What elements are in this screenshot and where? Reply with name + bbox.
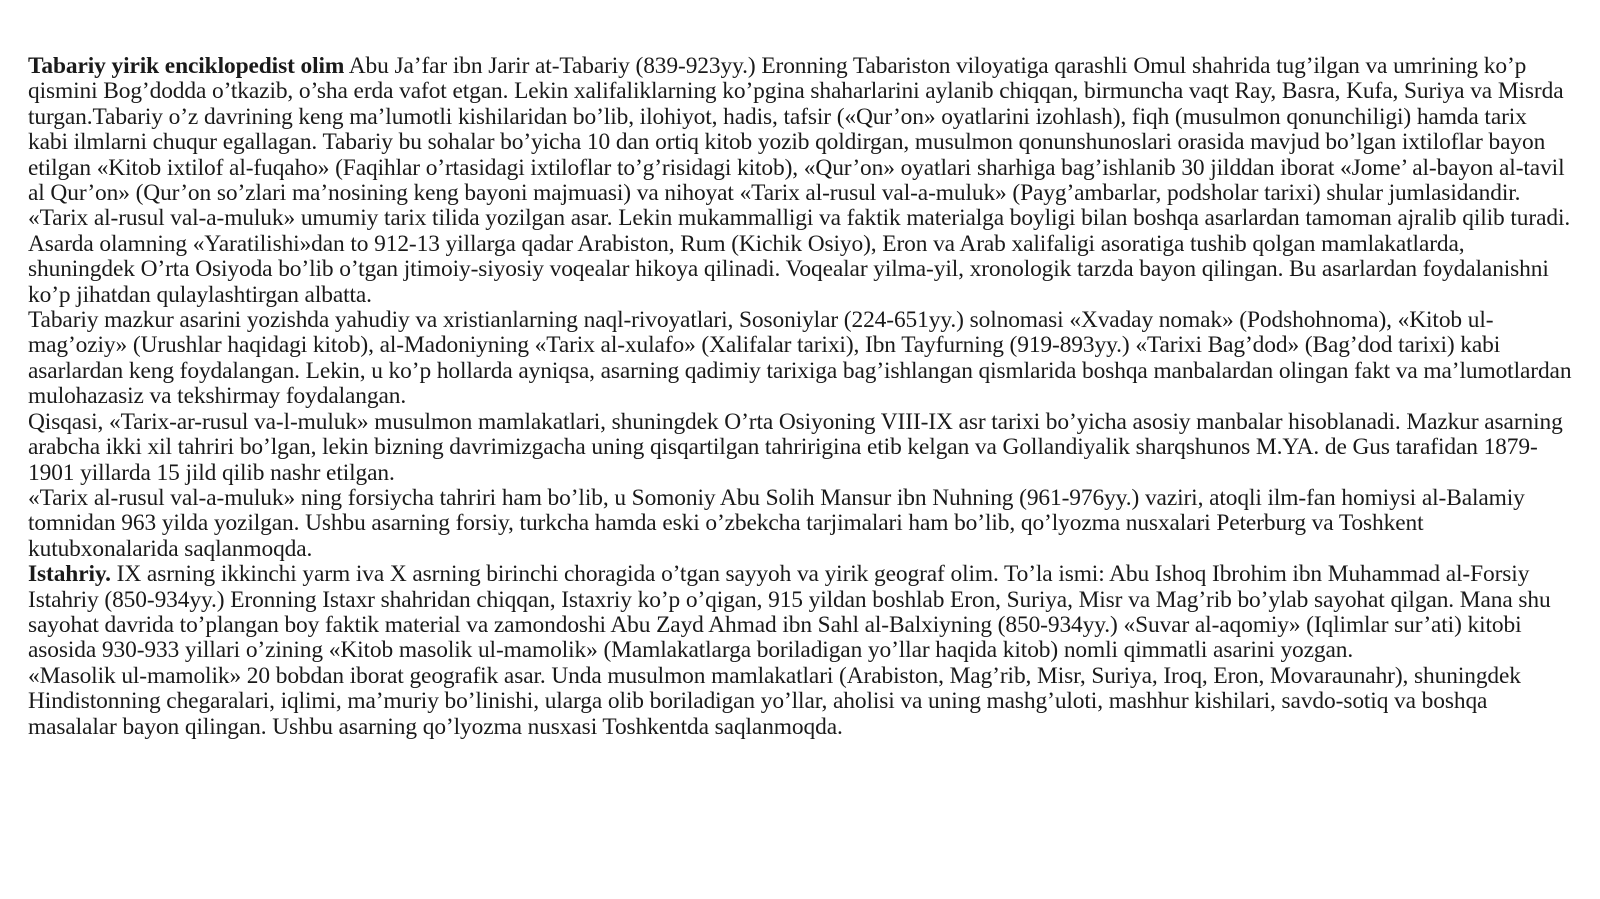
- paragraph-text: «Tarix al-rusul val-a-muluk» ning forsiycha tahriri ham bo’lib, u Somoniy Abu Solih Mansur ibn Nuhning (961-976yy.) vaziri, atoqli ilm-fan homiysi al-Balamiy tomnidan 963 yilda yozilgan. Ushbu asarning forsiy, turkcha hamda eski o’zbekcha tarjimalari ham bo’lib, qo’lyozma nusxalari Peterburg va Toshkent kutubxonalarida saqlanmoqda.: [28, 484, 1525, 562]
- paragraph-istahriy-masolik: [28, 664, 1572, 740]
- document-body: [28, 54, 1572, 740]
- paragraph-tabariy-sources: [28, 308, 1572, 410]
- paragraph-lead: Tabariy yirik enciklopedist olim: [28, 53, 345, 79]
- paragraph-text: Tabariy mazkur asarini yozishda yahudiy va xristianlarning naql-rivoyatlari, Sosoniylar (224-651yy.) solnomasi «Xvaday nomak» (Podshohnoma), «Kitob ul-mag’oziy» (Urushlar haqidagi kitob), al-Madoniyning «Tarix al-xulafo» (Xalifalar tarixi), Ibn Tayfurning (919-893yy.) «Tarixi Bag’dod» (Bag’dod tarixi) kabi asarlardan keng foydalangan. Lekin, u ko’p hollarda ayniqsa, asarning qadimiy tarixiga bag’ishlangan qismlarida boshqa manbalardan olingan fakt va ma’lumotlardan mulohazasiz va tekshirmay foydalangan.: [28, 307, 1572, 410]
- paragraph-tabariy-summary: [28, 410, 1572, 486]
- paragraph-istahriy-intro: [28, 562, 1572, 664]
- paragraph-text: Qisqasi, «Tarix-ar-rusul va-l-muluk» musulmon mamlakatlari, shuningdek O’rta Osiyoning VIII-IX asr tarixi bo’yicha asosiy manbalar hisoblanadi. Mazkur asarning arabcha ikki xil tahriri bo’lgan, lekin bizning davrimizgacha uning qisqartilgan tahririgina etib kelgan va Gollandiyalik sharqshunos M.YA. de Gus tarafidan 1879-1901 yillarda 15 jild qilib nashr etilgan.: [28, 408, 1563, 486]
- paragraph-text: Abu Ja’far ibn Jarir at-Tabariy (839-923yy.) Eronning Tabariston viloyatiga qarashli Omul shahrida tug’ilgan va umrining ko’p qismini Bog’dodda o’tkazib, o’sha erda vafot etgan. Lekin xalifaliklarning ko’pgina shaharlarini aylanib chiqqan, birmuncha vaqt Ray, Basra, Kufa, Suriya va Misrda turgan.Tabariy o’z davrining keng ma’lumotli kishilaridan bo’lib, ilohiyot, hadis, tafsir («Qur’on» oyatlarini izohlash), fiqh (musulmon qonunchiligi) hamda tarix kabi ilmlarni chuqur egallagan. Tabariy bu sohalar bo’yicha 10 dan ortiq kitob yozib qoldirgan, musulmon qonunshunoslari orasida mavjud bo’lgan ixtiloflar bayon etilgan «Kitob ixtilof al-fuqaho» (Faqihlar o’rtasidagi ixtiloflar to’g’risidagi kitob), «Qur’on» oyatlari sharhiga bag’ishlanib 30 jilddan iborat «Jome’ al-bayon al-tavil al Qur’on» (Qur’on so’zlari ma’nosining keng bayoni majmuasi) va nihoyat «Tarix al-rusul val-a-muluk» (Payg’ambarlar, podsholar tarixi) shular jumlasidandir. «Tarix al-rusul val-a-muluk» umumiy tarix tilida yozilgan asar. Lekin mukammalligi va faktik materialga boyligi bilan boshqa asarlardan tamoman ajralib qilib turadi. Asarda olamning «Yaratilishi»dan to 912-13 yillarga qadar Arabiston, Rum (Kichik Osiyo), Eron va Arab xalifaligi asoratiga tushib qolgan mamlakatlarda, shuningdek O’rta Osiyoda bo’lib o’tgan jtimoiy-siyosiy voqealar hikoya qilinadi. Voqealar yilma-yil, xronologik tarzda bayon qilingan. Bu asarlardan foydalanishni ko’p jihatdan qulaylashtirgan albatta.: [28, 53, 1571, 308]
- paragraph-text: IX asrning ikkinchi yarm iva X asrning birinchi choragida o’tgan sayyoh va yirik geograf olim. To’la ismi: Abu Ishoq Ibrohim ibn Muhammad al-Forsiy Istahriy (850-934yy.) Eronning Istaxr shahridan chiqqan, Istaxriy ko’p o’qigan, 915 yildan boshlab Eron, Suriya, Misr va Mag’rib bo’ylab sayohat qilgan. Mana shu sayohat davrida to’plangan boy faktik material va zamondoshi Abu Zayd Ahmad ibn Sahl al-Balxiyning (850-934yy.) «Suvar al-aqomiy» (Iqlimlar sur’ati) kitobi asosida 930-933 yillari o’zining «Kitob masolik ul-mamolik» (Mamlakatlarga boriladigan yo’llar haqida kitob) nomli qimmatli asarini yozgan.: [28, 561, 1551, 664]
- paragraph-tabariy-intro: [28, 54, 1572, 308]
- paragraph-lead: Istahriy.: [28, 561, 111, 588]
- paragraph-tabariy-persian: [28, 486, 1572, 562]
- paragraph-text: «Masolik ul-mamolik» 20 bobdan iborat geografik asar. Unda musulmon mamlakatlari (Arabiston, Mag’rib, Misr, Suriya, Iroq, Eron, Movaraunahr), shuningdek Hindistonning chegaralari, iqlimi, ma’muriy bo’linishi, ularga olib boriladigan yo’llar, aholisi va uning mashg’uloti, mashhur kishilari, savdo-sotiq va boshqa masalalar bayon qilingan. Ushbu asarning qo’lyozma nusxasi Toshkentda saqlanmoqda.: [28, 662, 1521, 740]
